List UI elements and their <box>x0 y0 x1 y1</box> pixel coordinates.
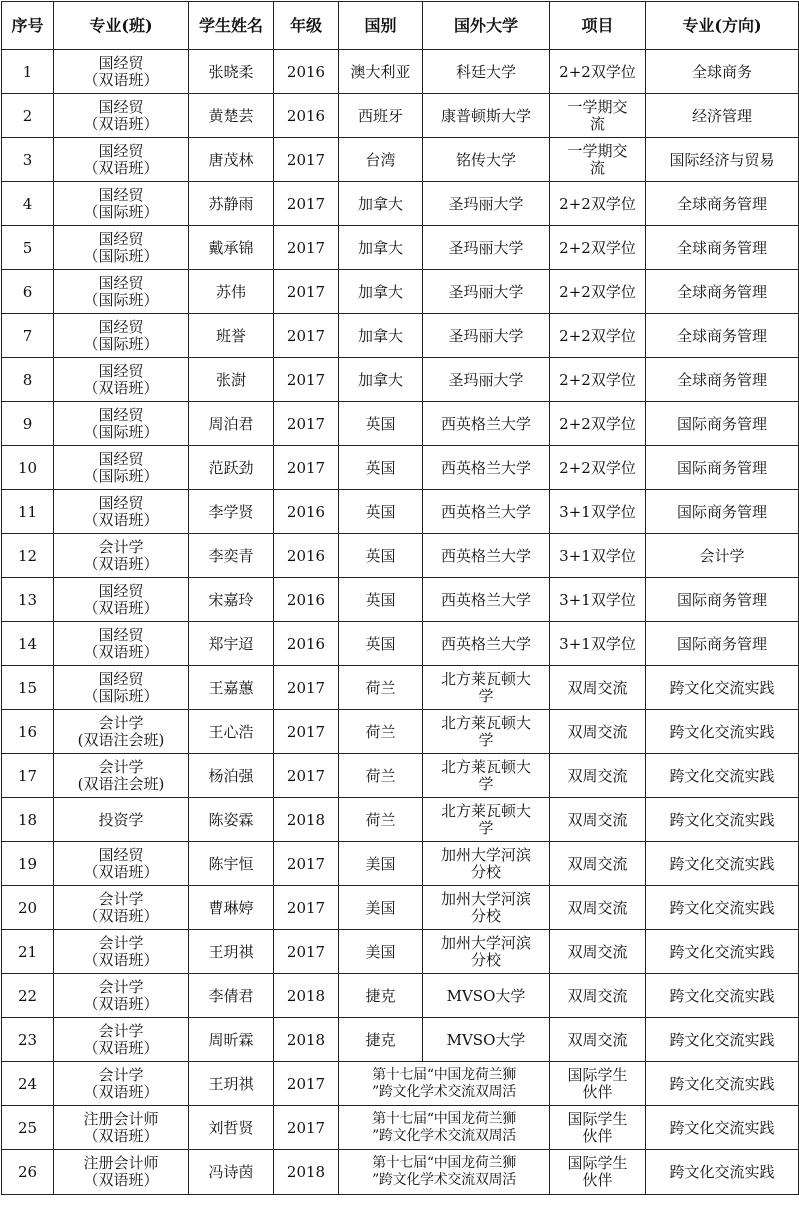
cell-program: 一学期交 流 <box>550 138 646 182</box>
cell-no: 26 <box>2 1150 54 1195</box>
table-row <box>2 578 799 622</box>
table-row <box>2 622 799 666</box>
cell-no: 8 <box>2 358 54 402</box>
cell-grade: 2017 <box>274 138 339 182</box>
header-university: 国外大学 <box>423 2 550 50</box>
cell-country: 加拿大 <box>339 182 423 226</box>
cell-grade: 2018 <box>274 1018 339 1062</box>
cell-program: 双周交流 <box>550 754 646 798</box>
cell-grade: 2018 <box>274 1150 339 1195</box>
table-row <box>2 94 799 138</box>
cell-country: 捷克 <box>339 974 423 1018</box>
cell-university: MVSO大学 <box>423 1018 550 1062</box>
cell-university: 加州大学河滨 分校 <box>423 886 550 930</box>
table-row <box>2 754 799 798</box>
cell-country: 加拿大 <box>339 270 423 314</box>
cell-major: 会计学 （双语班） <box>54 534 189 578</box>
table-row <box>2 798 799 842</box>
header-program: 项目 <box>550 2 646 50</box>
cell-major: 国经贸 （双语班） <box>54 842 189 886</box>
cell-name: 张澍 <box>189 358 274 402</box>
cell-country: 加拿大 <box>339 314 423 358</box>
cell-country: 澳大利亚 <box>339 50 423 94</box>
table-row <box>2 138 799 182</box>
cell-program: 3+1双学位 <box>550 578 646 622</box>
cell-major: 国经贸 （国际班） <box>54 182 189 226</box>
cell-university: 西英格兰大学 <box>423 446 550 490</box>
cell-grade: 2017 <box>274 358 339 402</box>
cell-no: 16 <box>2 710 54 754</box>
cell-name: 李奕青 <box>189 534 274 578</box>
cell-country: 第十七届“中国龙荷兰狮 ”跨文化学术交流双周活 <box>339 1150 550 1195</box>
cell-no: 14 <box>2 622 54 666</box>
cell-university: 西英格兰大学 <box>423 534 550 578</box>
cell-grade: 2017 <box>274 930 339 974</box>
cell-major: 国经贸 （双语班） <box>54 50 189 94</box>
cell-grade: 2016 <box>274 622 339 666</box>
cell-program: 一学期交 流 <box>550 94 646 138</box>
cell-name: 班誉 <box>189 314 274 358</box>
table-row <box>2 490 799 534</box>
cell-name: 苏伟 <box>189 270 274 314</box>
cell-country: 加拿大 <box>339 358 423 402</box>
header-country: 国别 <box>339 2 423 50</box>
cell-major: 国经贸 （国际班） <box>54 226 189 270</box>
table-row <box>2 270 799 314</box>
cell-direction: 跨文化交流实践 <box>646 842 799 886</box>
cell-university: MVSO大学 <box>423 974 550 1018</box>
cell-no: 22 <box>2 974 54 1018</box>
table-row <box>2 886 799 930</box>
cell-country: 捷克 <box>339 1018 423 1062</box>
table-row <box>2 182 799 226</box>
cell-program: 双周交流 <box>550 1018 646 1062</box>
cell-no: 19 <box>2 842 54 886</box>
cell-university: 科廷大学 <box>423 50 550 94</box>
cell-country: 英国 <box>339 446 423 490</box>
cell-country: 英国 <box>339 490 423 534</box>
cell-name: 张晓柔 <box>189 50 274 94</box>
cell-name: 冯诗茵 <box>189 1150 274 1195</box>
cell-program: 3+1双学位 <box>550 622 646 666</box>
cell-direction: 经济管理 <box>646 94 799 138</box>
cell-major: 会计学 （双语班） <box>54 974 189 1018</box>
cell-name: 唐茂林 <box>189 138 274 182</box>
cell-name: 宋嘉玲 <box>189 578 274 622</box>
cell-program: 双周交流 <box>550 710 646 754</box>
cell-direction: 跨文化交流实践 <box>646 974 799 1018</box>
header-row <box>2 2 799 50</box>
cell-direction: 跨文化交流实践 <box>646 930 799 974</box>
cell-direction: 跨文化交流实践 <box>646 1150 799 1195</box>
cell-major: 会计学 （双语班） <box>54 886 189 930</box>
cell-major: 国经贸 （国际班） <box>54 314 189 358</box>
cell-no: 4 <box>2 182 54 226</box>
table-row <box>2 358 799 402</box>
cell-no: 12 <box>2 534 54 578</box>
cell-no: 24 <box>2 1062 54 1106</box>
cell-country: 荷兰 <box>339 754 423 798</box>
cell-major: 国经贸 （双语班） <box>54 358 189 402</box>
cell-major: 国经贸 （国际班） <box>54 402 189 446</box>
cell-program: 双周交流 <box>550 798 646 842</box>
cell-name: 周泊君 <box>189 402 274 446</box>
cell-program: 双周交流 <box>550 842 646 886</box>
cell-no: 1 <box>2 50 54 94</box>
cell-major: 注册会计师 （双语班） <box>54 1150 189 1195</box>
cell-country: 英国 <box>339 402 423 446</box>
table-row <box>2 666 799 710</box>
cell-program: 2+2双学位 <box>550 270 646 314</box>
cell-direction: 跨文化交流实践 <box>646 754 799 798</box>
cell-no: 23 <box>2 1018 54 1062</box>
cell-grade: 2017 <box>274 710 339 754</box>
cell-name: 戴承锦 <box>189 226 274 270</box>
cell-major: 国经贸 （双语班） <box>54 622 189 666</box>
cell-direction: 会计学 <box>646 534 799 578</box>
cell-major: 国经贸 （双语班） <box>54 138 189 182</box>
cell-country: 美国 <box>339 930 423 974</box>
header-no: 序号 <box>2 2 54 50</box>
cell-name: 王玥祺 <box>189 1062 274 1106</box>
cell-country: 加拿大 <box>339 226 423 270</box>
cell-country: 荷兰 <box>339 710 423 754</box>
cell-direction: 国际商务管理 <box>646 402 799 446</box>
cell-country: 英国 <box>339 534 423 578</box>
cell-program: 国际学生 伙伴 <box>550 1062 646 1106</box>
cell-country: 英国 <box>339 622 423 666</box>
cell-program: 2+2双学位 <box>550 50 646 94</box>
cell-name: 陈姿霖 <box>189 798 274 842</box>
table-row <box>2 930 799 974</box>
cell-direction: 全球商务管理 <box>646 226 799 270</box>
student-exchange-table <box>1 1 799 1195</box>
cell-university: 圣玛丽大学 <box>423 226 550 270</box>
cell-no: 13 <box>2 578 54 622</box>
cell-country: 台湾 <box>339 138 423 182</box>
cell-direction: 跨文化交流实践 <box>646 798 799 842</box>
cell-grade: 2016 <box>274 490 339 534</box>
cell-name: 黄楚芸 <box>189 94 274 138</box>
cell-university: 西英格兰大学 <box>423 402 550 446</box>
cell-program: 3+1双学位 <box>550 534 646 578</box>
cell-major: 国经贸 （双语班） <box>54 94 189 138</box>
cell-no: 20 <box>2 886 54 930</box>
cell-program: 双周交流 <box>550 974 646 1018</box>
cell-direction: 跨文化交流实践 <box>646 1062 799 1106</box>
cell-country: 荷兰 <box>339 666 423 710</box>
table-row <box>2 1106 799 1150</box>
cell-direction: 全球商务管理 <box>646 182 799 226</box>
cell-no: 3 <box>2 138 54 182</box>
cell-name: 曹琳婷 <box>189 886 274 930</box>
cell-program: 双周交流 <box>550 666 646 710</box>
cell-no: 2 <box>2 94 54 138</box>
header-direction: 专业(方向) <box>646 2 799 50</box>
cell-grade: 2017 <box>274 270 339 314</box>
cell-grade: 2017 <box>274 314 339 358</box>
cell-grade: 2017 <box>274 446 339 490</box>
cell-direction: 国际商务管理 <box>646 622 799 666</box>
table-row <box>2 446 799 490</box>
table-row <box>2 1018 799 1062</box>
cell-direction: 国际商务管理 <box>646 490 799 534</box>
cell-university: 铭传大学 <box>423 138 550 182</box>
cell-program: 国际学生 伙伴 <box>550 1150 646 1195</box>
table-row <box>2 402 799 446</box>
cell-university: 圣玛丽大学 <box>423 358 550 402</box>
cell-university: 北方莱瓦顿大 学 <box>423 710 550 754</box>
cell-grade: 2016 <box>274 578 339 622</box>
cell-grade: 2017 <box>274 842 339 886</box>
cell-direction: 跨文化交流实践 <box>646 886 799 930</box>
cell-major: 国经贸 （国际班） <box>54 666 189 710</box>
cell-grade: 2016 <box>274 94 339 138</box>
cell-name: 郑宇迢 <box>189 622 274 666</box>
cell-country: 美国 <box>339 886 423 930</box>
cell-direction: 跨文化交流实践 <box>646 666 799 710</box>
cell-program: 3+1双学位 <box>550 490 646 534</box>
cell-country: 第十七届“中国龙荷兰狮 ”跨文化学术交流双周活 <box>339 1106 550 1150</box>
cell-grade: 2017 <box>274 182 339 226</box>
cell-name: 苏静雨 <box>189 182 274 226</box>
cell-direction: 国际经济与贸易 <box>646 138 799 182</box>
cell-major: 国经贸 （双语班） <box>54 490 189 534</box>
cell-direction: 全球商务管理 <box>646 270 799 314</box>
table-row <box>2 226 799 270</box>
cell-no: 7 <box>2 314 54 358</box>
cell-name: 杨泊强 <box>189 754 274 798</box>
cell-direction: 全球商务 <box>646 50 799 94</box>
cell-major: 会计学 （双语班） <box>54 1062 189 1106</box>
cell-no: 6 <box>2 270 54 314</box>
cell-major: 国经贸 （国际班） <box>54 446 189 490</box>
cell-program: 双周交流 <box>550 886 646 930</box>
cell-grade: 2016 <box>274 50 339 94</box>
cell-program: 2+2双学位 <box>550 402 646 446</box>
cell-grade: 2017 <box>274 226 339 270</box>
table-body <box>2 50 799 1195</box>
cell-direction: 跨文化交流实践 <box>646 1106 799 1150</box>
cell-major: 会计学 (双语注会班) <box>54 754 189 798</box>
header-major: 专业(班) <box>54 2 189 50</box>
cell-major: 注册会计师 （双语班） <box>54 1106 189 1150</box>
cell-university: 圣玛丽大学 <box>423 314 550 358</box>
cell-direction: 国际商务管理 <box>646 446 799 490</box>
cell-university: 圣玛丽大学 <box>423 182 550 226</box>
cell-university: 北方莱瓦顿大 学 <box>423 754 550 798</box>
cell-name: 李学贤 <box>189 490 274 534</box>
cell-grade: 2017 <box>274 666 339 710</box>
cell-name: 李倩君 <box>189 974 274 1018</box>
cell-no: 17 <box>2 754 54 798</box>
cell-direction: 跨文化交流实践 <box>646 710 799 754</box>
cell-major: 会计学 （双语班） <box>54 1018 189 1062</box>
cell-university: 北方莱瓦顿大 学 <box>423 798 550 842</box>
cell-university: 加州大学河滨 分校 <box>423 930 550 974</box>
cell-no: 11 <box>2 490 54 534</box>
table-row <box>2 842 799 886</box>
cell-no: 18 <box>2 798 54 842</box>
cell-direction: 跨文化交流实践 <box>646 1018 799 1062</box>
cell-grade: 2016 <box>274 534 339 578</box>
cell-name: 周昕霖 <box>189 1018 274 1062</box>
cell-university: 圣玛丽大学 <box>423 270 550 314</box>
cell-university: 西英格兰大学 <box>423 578 550 622</box>
cell-country: 英国 <box>339 578 423 622</box>
cell-major: 投资学 <box>54 798 189 842</box>
header-name: 学生姓名 <box>189 2 274 50</box>
table-row <box>2 314 799 358</box>
cell-major: 国经贸 （双语班） <box>54 578 189 622</box>
cell-program: 2+2双学位 <box>550 314 646 358</box>
cell-university: 西英格兰大学 <box>423 490 550 534</box>
cell-name: 王心浩 <box>189 710 274 754</box>
cell-country: 荷兰 <box>339 798 423 842</box>
table-row <box>2 50 799 94</box>
cell-name: 刘哲贤 <box>189 1106 274 1150</box>
cell-no: 9 <box>2 402 54 446</box>
cell-major: 会计学 （双语班） <box>54 930 189 974</box>
cell-no: 25 <box>2 1106 54 1150</box>
cell-name: 范跃劲 <box>189 446 274 490</box>
cell-program: 双周交流 <box>550 930 646 974</box>
header-grade: 年级 <box>274 2 339 50</box>
cell-program: 国际学生 伙伴 <box>550 1106 646 1150</box>
cell-no: 5 <box>2 226 54 270</box>
cell-name: 王玥祺 <box>189 930 274 974</box>
table-row <box>2 974 799 1018</box>
cell-program: 2+2双学位 <box>550 358 646 402</box>
cell-university: 康普顿斯大学 <box>423 94 550 138</box>
cell-no: 21 <box>2 930 54 974</box>
cell-grade: 2018 <box>274 974 339 1018</box>
cell-direction: 全球商务管理 <box>646 358 799 402</box>
cell-direction: 全球商务管理 <box>646 314 799 358</box>
cell-direction: 国际商务管理 <box>646 578 799 622</box>
cell-country: 美国 <box>339 842 423 886</box>
cell-program: 2+2双学位 <box>550 226 646 270</box>
cell-country: 西班牙 <box>339 94 423 138</box>
cell-grade: 2017 <box>274 886 339 930</box>
cell-grade: 2017 <box>274 402 339 446</box>
table-row <box>2 710 799 754</box>
cell-grade: 2017 <box>274 754 339 798</box>
cell-name: 陈宇恒 <box>189 842 274 886</box>
cell-no: 15 <box>2 666 54 710</box>
cell-grade: 2017 <box>274 1106 339 1150</box>
cell-university: 北方莱瓦顿大 学 <box>423 666 550 710</box>
cell-grade: 2017 <box>274 1062 339 1106</box>
cell-major: 会计学 (双语注会班) <box>54 710 189 754</box>
cell-name: 王嘉蕙 <box>189 666 274 710</box>
cell-university: 西英格兰大学 <box>423 622 550 666</box>
cell-no: 10 <box>2 446 54 490</box>
cell-country: 第十七届“中国龙荷兰狮 ”跨文化学术交流双周活 <box>339 1062 550 1106</box>
cell-university: 加州大学河滨 分校 <box>423 842 550 886</box>
table-row <box>2 1062 799 1106</box>
cell-grade: 2018 <box>274 798 339 842</box>
cell-program: 2+2双学位 <box>550 446 646 490</box>
table-row <box>2 1150 799 1195</box>
table-row <box>2 534 799 578</box>
cell-major: 国经贸 （国际班） <box>54 270 189 314</box>
cell-program: 2+2双学位 <box>550 182 646 226</box>
